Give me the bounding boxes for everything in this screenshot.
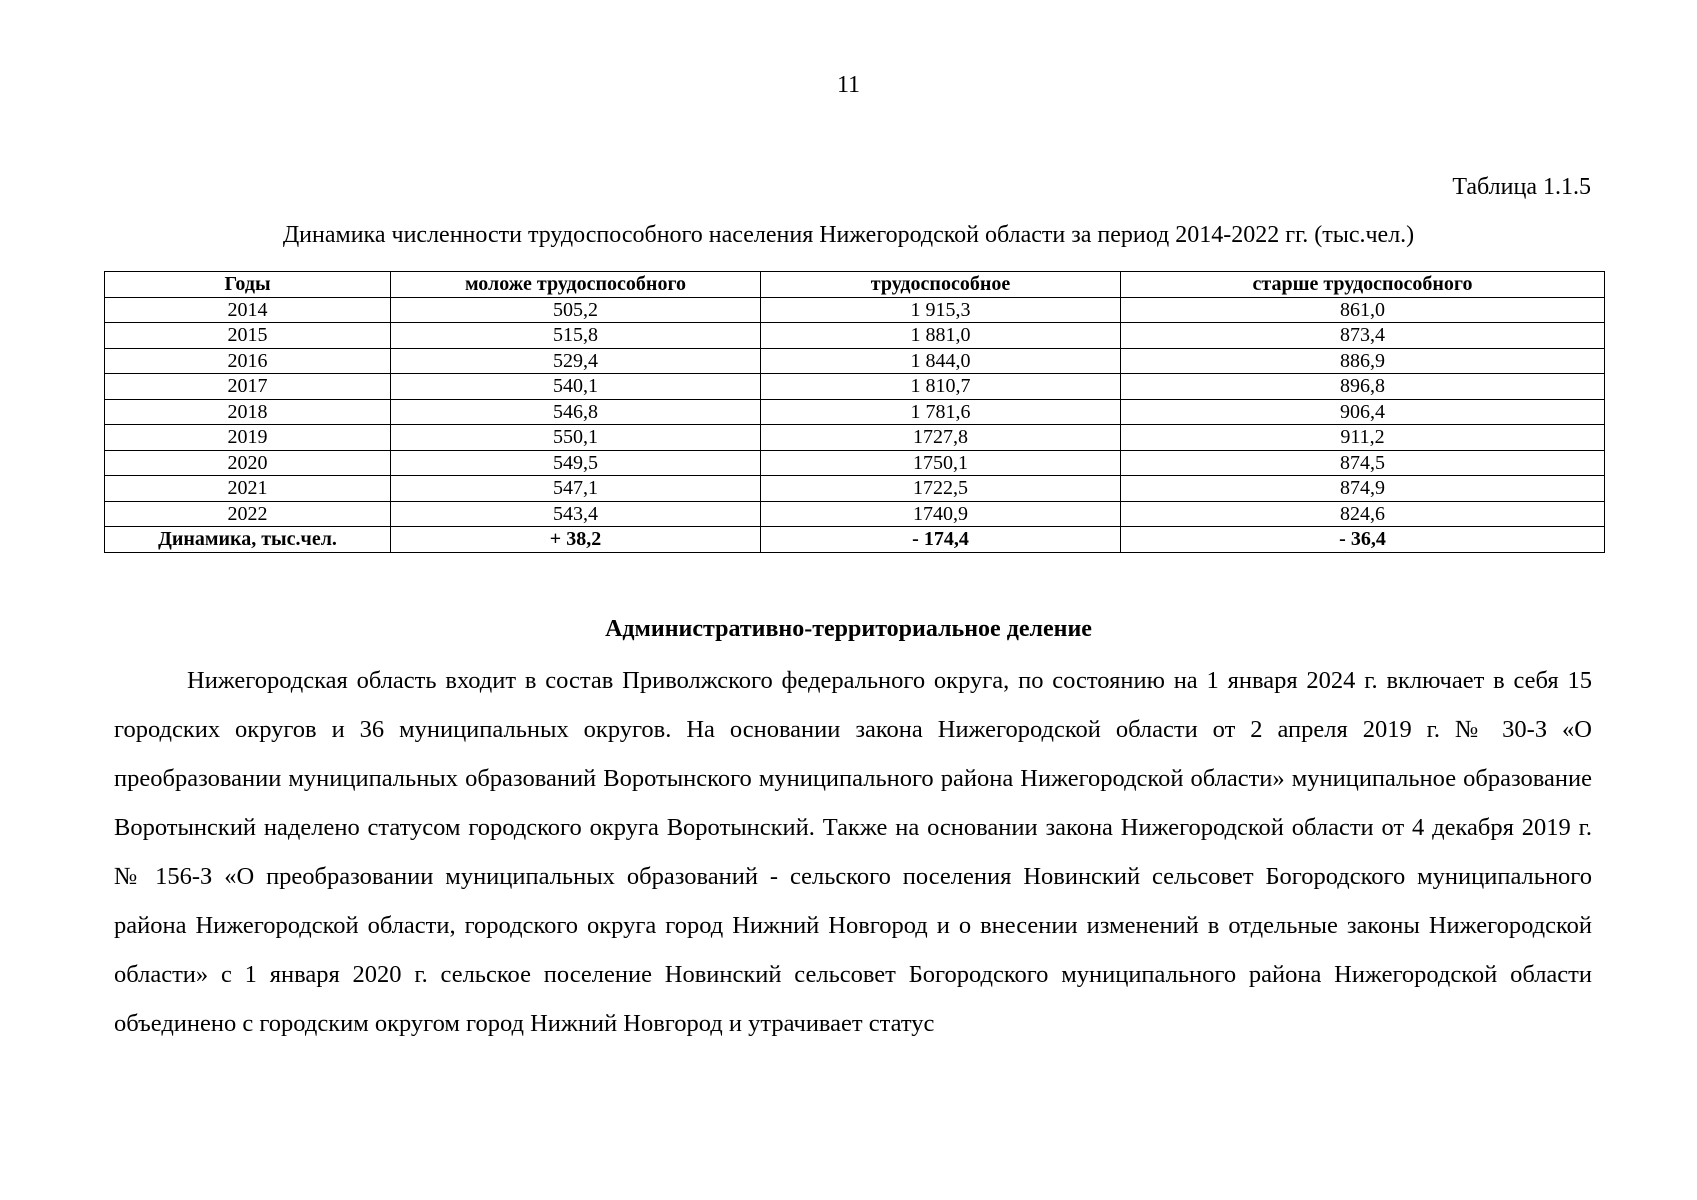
section-heading: Административно-территориальное деление (605, 616, 1092, 642)
table-row (105, 374, 1605, 400)
cell-older: 874,9 (1121, 476, 1605, 502)
table-row (105, 476, 1605, 502)
cell-younger: 505,2 (391, 297, 761, 323)
cell-working-age: 1 810,7 (761, 374, 1121, 400)
table-row (105, 323, 1605, 349)
cell-working-age: 1 881,0 (761, 323, 1121, 349)
cell-younger: 546,8 (391, 399, 761, 425)
cell-younger: 515,8 (391, 323, 761, 349)
cell-older: 886,9 (1121, 348, 1605, 374)
cell-younger: 550,1 (391, 425, 761, 451)
cell-older: 906,4 (1121, 399, 1605, 425)
cell-working-age: 1 915,3 (761, 297, 1121, 323)
cell-year: 2018 (105, 399, 391, 425)
page-number: 11 (836, 72, 861, 98)
cell-working-age: 1740,9 (761, 501, 1121, 527)
total-younger: + 38,2 (391, 527, 761, 553)
cell-younger: 540,1 (391, 374, 761, 400)
cell-younger: 549,5 (391, 450, 761, 476)
cell-working-age: 1 781,6 (761, 399, 1121, 425)
population-table (104, 271, 1605, 553)
header-years: Годы (105, 272, 391, 298)
cell-year: 2014 (105, 297, 391, 323)
header-younger: моложе трудоспособного (391, 272, 761, 298)
cell-year: 2015 (105, 323, 391, 349)
cell-year: 2022 (105, 501, 391, 527)
table-total-row (105, 527, 1605, 553)
cell-working-age: 1727,8 (761, 425, 1121, 451)
cell-younger: 547,1 (391, 476, 761, 502)
table-row (105, 348, 1605, 374)
table-row (105, 501, 1605, 527)
cell-year: 2019 (105, 425, 391, 451)
cell-older: 824,6 (1121, 501, 1605, 527)
cell-working-age: 1722,5 (761, 476, 1121, 502)
cell-working-age: 1750,1 (761, 450, 1121, 476)
cell-older: 873,4 (1121, 323, 1605, 349)
table-caption: Таблица 1.1.5 (1452, 174, 1591, 200)
cell-older: 861,0 (1121, 297, 1605, 323)
cell-year: 2021 (105, 476, 391, 502)
cell-younger: 529,4 (391, 348, 761, 374)
body-paragraph: Нижегородская область входит в состав Приволжского федерального округа, по состоянию на 1 января 2024 г. включает в себя 15 городских округов и 36 муниципальных округов. На основании закона Нижегородской области от 2 апреля 2019 г. № 30-З «О преобразовании муниципальных образований Воротынского муниципального района Нижегородской области» муниципальное образование Воротынский наделено статусом городского округа Воротынский. Также на основании закона Нижегородской области от 4 декабря 2019 г. № 156-З «О преобразовании муниципальных образований - сельского поселения Новинский сельсовет Богородского муниципального района Нижегородской области, городского округа город Нижний Новгород и о внесении изменений в отдельные законы Нижегородской области» с 1 января 2020 г. сельское поселение Новинский сельсовет Богородского муниципального района Нижегородской области объединено с городским округом город Нижний Новгород и утрачивает статус (114, 667, 1592, 1037)
total-older: - 36,4 (1121, 527, 1605, 553)
table-row (105, 425, 1605, 451)
table-title: Динамика численности трудоспособного населения Нижегородской области за период 2014-2022 гг. (тыс.чел.) (282, 222, 1415, 248)
table-header-row (105, 272, 1605, 298)
table-row (105, 297, 1605, 323)
cell-younger: 543,4 (391, 501, 761, 527)
cell-year: 2016 (105, 348, 391, 374)
total-working-age: - 174,4 (761, 527, 1121, 553)
table-row (105, 450, 1605, 476)
total-label: Динамика, тыс.чел. (105, 527, 391, 553)
header-older: старше трудоспособного (1121, 272, 1605, 298)
cell-older: 911,2 (1121, 425, 1605, 451)
cell-year: 2020 (105, 450, 391, 476)
cell-older: 896,8 (1121, 374, 1605, 400)
cell-older: 874,5 (1121, 450, 1605, 476)
cell-working-age: 1 844,0 (761, 348, 1121, 374)
cell-year: 2017 (105, 374, 391, 400)
table-row (105, 399, 1605, 425)
header-working-age: трудоспособное (761, 272, 1121, 298)
